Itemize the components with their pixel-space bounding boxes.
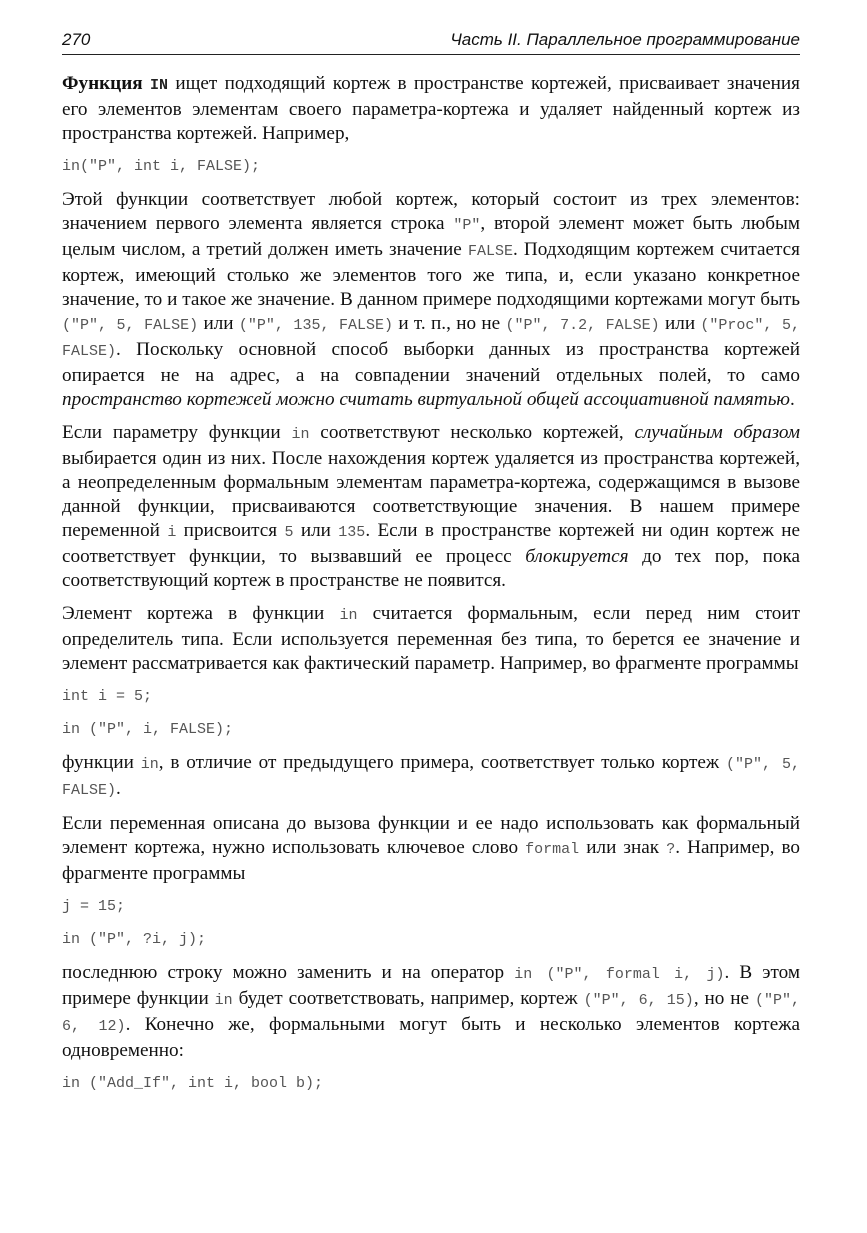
code-line: j = 15;	[62, 898, 126, 915]
page-body	[62, 72, 800, 1105]
code-line: in ("P", ?i, j);	[62, 931, 207, 948]
code-line: in ("Add_If", int i, bool b);	[62, 1075, 324, 1092]
paragraph-matching-tuples: Этой функции соответствует любой кортеж, который состоит из трех элементов: значением первого элемента является строка "P", второй элемент может быть любым целым числом, а третий должен иметь значение FALSE. Подходящим кортежем считается кортеж, имеющий столько же элементов того же типа, и, если указано конкретное значение, то и такое же значение. В данном примере подходящими кортежами могут быть ("P", 5, FALSE) или ("P", 135, FALSE) и т. п., но не ("P", 7.2, FALSE) или ("Proc", 5, FALSE). Поскольку основной способ выборки данных из пространства кортежей опирается не на адрес, а на совпадении значений отдельных полей, то само пространство кортежей можно считать виртуальной общей ассоциативной памятью.	[62, 189, 800, 410]
code-line: in("P", int i, FALSE);	[62, 158, 261, 175]
paragraph-formal-element: Элемент кортежа в функции in считается формальным, если перед ним стоит определитель типа. Если используется переменная без типа, то берется ее значение и элемент рассматривается как фактический параметр. Например, во фрагменте программы	[62, 603, 800, 674]
code-line: int i = 5;	[62, 688, 153, 705]
running-title: Часть II. Параллельное программирование	[450, 30, 800, 49]
running-header	[62, 30, 800, 55]
page-number: 270	[62, 30, 91, 49]
paragraph-formal-keyword: Если переменная описана до вызова функции и ее надо использовать как формальный элемент кортежа, нужно использовать ключевое слово formal или знак ?. Например, во фрагменте программы	[62, 813, 800, 884]
code-line: in ("P", i, FALSE);	[62, 721, 234, 738]
paragraph-replace-operator: последнюю строку можно заменить и на оператор in ("P", formal i, j). В этом примере функции in будет соответствовать, например, кортеж ("P", 6, 15), но не ("P", 6, 12). Конечно же, формальными могут быть и несколько элементов кортежа одновременно:	[62, 962, 801, 1061]
paragraph-difference: функции in, в отличие от предыдущего примера, соответствует только кортеж ("P", 5, FALSE).	[62, 752, 800, 799]
paragraph-in-function: Функция IN ищет подходящий кортеж в пространстве кортежей, присваивает значения его элементов элементам своего параметра-кортежа и удаляет найденный кортеж из пространства кортежей. Например,	[62, 73, 800, 144]
paragraph-random-choice: Если параметру функции in соответствуют несколько кортежей, случайным образом выбирается один из них. После нахождения кортеж удаляется из пространства кортежей, а неопределенным формальным элементам параметра-кортежа, содержащимся в вызове данной функции, присваиваются соответствующие значения. В нашем примере переменной i присвоится 5 или 135. Если в пространстве кортежей ни один кортеж не соответствует функции, то вызвавший ее процесс блокируется до тех пор, пока соответствующий кортеж в пространстве не появится.	[62, 422, 801, 591]
